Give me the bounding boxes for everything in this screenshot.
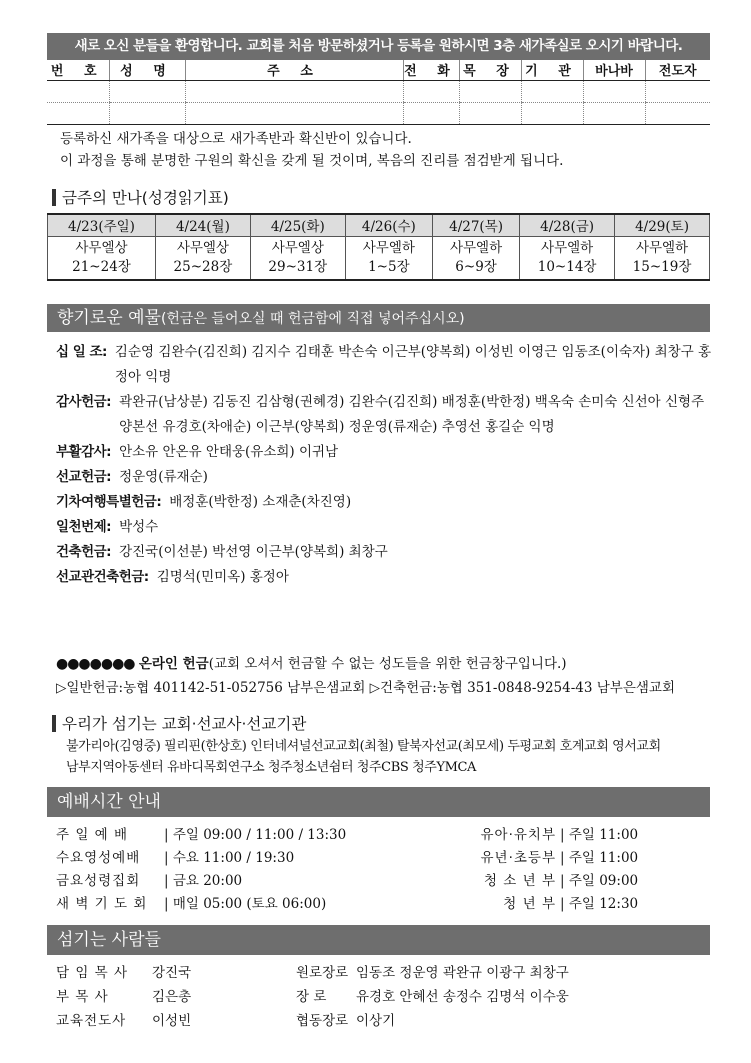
bible-date: 4/23(주일) bbox=[48, 214, 156, 236]
offering-row bbox=[56, 340, 716, 390]
offering-names: 곽완규(남상분) 김동진 김삼형(권혜경) 김완수(김진희) 배정훈(박한정) 백옥숙 손미숙 신선아 신형주 양본선 유경호(차애순) 이근부(양복희) 정운영(류재순) 추영선 홍길순 익명 bbox=[119, 394, 705, 435]
reg-header-address: 주 소 bbox=[185, 60, 403, 80]
bible-reading-table bbox=[47, 213, 710, 281]
bible-date: 4/26(수) bbox=[345, 214, 432, 236]
dept-name: 청 년 부 bbox=[503, 896, 556, 912]
bible-chapters: 21~24장 bbox=[72, 258, 131, 275]
staff-section-header: 섬기는 사람들 bbox=[47, 925, 710, 955]
bible-chapters: 10~14장 bbox=[537, 258, 597, 275]
bible-date: 4/29(토) bbox=[615, 214, 710, 236]
offering-label: 기차여행특별헌금: bbox=[56, 494, 162, 510]
staff-name: 강진국 bbox=[152, 965, 192, 981]
missions-line: 불가리아(김영중) 필리핀(한상호) 인터네셔널선교교회(최철) 탈북자선교(최모세) 두평교회 호계교회 영서교회 bbox=[66, 739, 661, 754]
offering-row bbox=[56, 540, 716, 565]
missions-list bbox=[66, 736, 661, 778]
bible-date: 4/24(월) bbox=[155, 214, 250, 236]
bible-book: 사무엘상 bbox=[271, 239, 324, 256]
offering-label: 선교관건축헌금: bbox=[56, 569, 149, 585]
reg-header-phone: 전 화 bbox=[403, 60, 459, 80]
staff-name: 김은총 bbox=[152, 989, 192, 1005]
reg-blank-row bbox=[47, 102, 710, 124]
bible-reading-cell bbox=[432, 236, 519, 280]
offering-names: 정운영(류재순) bbox=[119, 469, 208, 485]
elder-role: 협동장로 bbox=[296, 1013, 349, 1029]
bible-book: 사무엘하 bbox=[541, 239, 594, 256]
bible-reading-cell bbox=[48, 236, 156, 280]
offering-names: 김명석(민미옥) 홍정아 bbox=[156, 569, 289, 585]
offering-names: 강진국(이선분) 박선영 이근부(양복희) 최창구 bbox=[119, 544, 388, 560]
staff-role: 교육전도사 bbox=[56, 1013, 127, 1029]
registration-note-line: 이 과정을 통해 분명한 구원의 확신을 갖게 될 것이며, 복음의 진리를 점검받게 됩니다. bbox=[60, 153, 564, 169]
bible-book: 사무엘하 bbox=[362, 239, 415, 256]
offering-names: 배정훈(박한정) 소재춘(차진영) bbox=[169, 494, 352, 510]
offering-names: 박성수 bbox=[119, 519, 159, 535]
elder-names: 이상기 bbox=[356, 1013, 396, 1029]
registration-note bbox=[60, 128, 563, 172]
missions-title: 우리가 섬기는 교회·선교사·선교기관 bbox=[52, 712, 306, 734]
bible-chapters: 6~9장 bbox=[455, 258, 497, 275]
offering-row bbox=[56, 465, 716, 490]
bible-chapters: 1~5장 bbox=[368, 258, 410, 275]
registration-note-line: 등록하신 새가족을 대상으로 새가족반과 확신반이 있습니다. bbox=[60, 131, 412, 147]
worship-schedule bbox=[56, 824, 706, 916]
dept-name: 유아·유치부 bbox=[480, 827, 556, 843]
bible-book: 사무엘상 bbox=[75, 239, 128, 256]
bible-book: 사무엘하 bbox=[635, 239, 689, 256]
bible-chapters: 29~31장 bbox=[268, 258, 328, 275]
staff-row bbox=[56, 1009, 706, 1033]
bible-reading-cell bbox=[520, 236, 615, 280]
dept-time: | 주일 11:00 bbox=[560, 850, 639, 866]
offering-label: 감사헌금: bbox=[56, 394, 112, 410]
reg-header-barnabas: 바나바 bbox=[583, 60, 645, 80]
offering-row bbox=[56, 390, 716, 440]
offering-names: 김순영 김완수(김진희) 김지수 김태훈 박손숙 이근부(양복희) 이성빈 이영근 임동조(이숙자) 최창구 홍정아 익명 bbox=[114, 344, 712, 385]
bible-reading-cell bbox=[345, 236, 432, 280]
dept-time: | 주일 12:30 bbox=[560, 896, 639, 912]
service-name: 주 일 예 배 bbox=[56, 827, 129, 843]
bible-book: 사무엘하 bbox=[449, 239, 503, 256]
bible-reading-cell bbox=[155, 236, 250, 280]
offering-row bbox=[56, 490, 716, 515]
worship-row bbox=[56, 824, 706, 847]
service-name: 금요성령집회 bbox=[56, 873, 141, 889]
staff-row bbox=[56, 961, 706, 985]
service-time: | 금요 20:00 bbox=[164, 873, 243, 889]
elder-role: 장 로 bbox=[296, 989, 327, 1005]
bible-reading-cell bbox=[615, 236, 710, 280]
bible-chapters: 15~19장 bbox=[632, 258, 692, 275]
dots-icon: ●●●●●●● bbox=[56, 656, 135, 672]
dept-time: | 주일 09:00 bbox=[560, 873, 639, 889]
worship-section-header: 예배시간 안내 bbox=[47, 787, 710, 817]
reg-header-org: 기 관 bbox=[521, 60, 583, 80]
service-name: 새 벽 기 도 회 bbox=[56, 896, 148, 912]
offering-label: 일천번제: bbox=[56, 519, 112, 535]
online-offering bbox=[56, 652, 675, 700]
bible-date: 4/28(금) bbox=[520, 214, 615, 236]
online-accounts: ▷일반헌금:농협 401142-51-052756 남부은샘교회 ▷건축헌금:농협 351-0848-9254-43 남부은샘교회 bbox=[56, 680, 676, 696]
elder-names: 유경호 안혜선 송정수 김명석 이수웅 bbox=[356, 989, 569, 1005]
reg-blank-row bbox=[47, 80, 710, 102]
staff-name: 이성빈 bbox=[152, 1013, 192, 1029]
worship-row bbox=[56, 893, 706, 916]
online-offering-desc: (교회 오셔서 헌금할 수 없는 성도들을 위한 헌금창구입니다.) bbox=[208, 656, 567, 672]
offering-subtitle: (헌금은 들어오실 때 헌금함에 직접 넣어주십시오) bbox=[160, 311, 465, 327]
dept-name: 유년·초등부 bbox=[480, 850, 556, 866]
staff-role: 부 목 사 bbox=[56, 989, 109, 1005]
service-time: | 주일 09:00 / 11:00 / 13:30 bbox=[164, 827, 347, 843]
service-time: | 매일 05:00 (토요 06:00) bbox=[164, 896, 327, 912]
reg-header-evangelist: 전도자 bbox=[645, 60, 710, 80]
offering-row bbox=[56, 565, 716, 590]
service-name: 수요영성예배 bbox=[56, 850, 141, 866]
bible-chapters: 25~28장 bbox=[173, 258, 233, 275]
offering-row bbox=[56, 440, 716, 465]
staff-role: 담 임 목 사 bbox=[56, 965, 129, 981]
offering-section-header bbox=[47, 304, 710, 332]
bible-reading-title: 금주의 만나(성경읽기표) bbox=[52, 186, 229, 208]
missions-line: 남부지역아동센터 유바디목회연구소 청주청소년쉼터 청주CBS 청주YMCA bbox=[66, 760, 477, 775]
offering-row bbox=[56, 515, 716, 540]
reg-header-cell: 목 장 bbox=[459, 60, 521, 80]
elder-role: 원로장로 bbox=[296, 965, 349, 981]
offering-names: 안소유 안온유 안태웅(유소희) 이귀남 bbox=[119, 444, 339, 460]
staff-list bbox=[56, 961, 706, 1033]
online-offering-title: 온라인 헌금 bbox=[138, 656, 209, 672]
bible-date: 4/25(화) bbox=[250, 214, 345, 236]
dept-time: | 주일 11:00 bbox=[560, 827, 639, 843]
offering-title: 향기로운 예물 bbox=[57, 308, 161, 328]
offering-list bbox=[56, 340, 716, 590]
bible-date: 4/27(목) bbox=[432, 214, 519, 236]
reg-header-number: 번 호 bbox=[47, 60, 109, 80]
offering-label: 선교헌금: bbox=[56, 469, 112, 485]
worship-row bbox=[56, 870, 706, 893]
registration-table bbox=[47, 60, 710, 125]
welcome-banner: 새로 오신 분들을 환영합니다. 교회를 처음 방문하셨거나 등록을 원하시면 3층 새가족실로 오시기 바랍니다. bbox=[47, 33, 710, 60]
bible-book: 사무엘상 bbox=[176, 239, 229, 256]
reg-header-name: 성 명 bbox=[109, 60, 185, 80]
worship-row bbox=[56, 847, 706, 870]
dept-name: 청 소 년 부 bbox=[483, 873, 556, 889]
offering-label: 건축헌금: bbox=[56, 544, 112, 560]
offering-label: 십 일 조: bbox=[56, 344, 107, 360]
offering-label: 부활감사: bbox=[56, 444, 112, 460]
elder-names: 임동조 정운영 곽완규 이광구 최창구 bbox=[356, 965, 569, 981]
service-time: | 수요 11:00 / 19:30 bbox=[164, 850, 295, 866]
bible-reading-cell bbox=[250, 236, 345, 280]
staff-row bbox=[56, 985, 706, 1009]
